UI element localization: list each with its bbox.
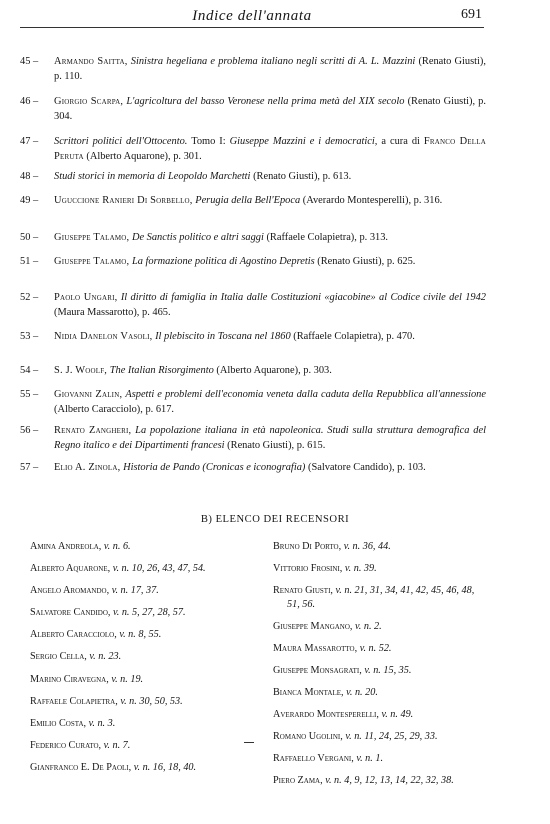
entry-author: Elio A. Zinola, [54,462,121,473]
reviewer-refs: v. n. 10, 26, 43, 47, 54. [112,563,206,575]
reviewer-item [273,642,487,656]
reviewer-refs: v. n. 19. [111,673,144,685]
entry-title: Il plebiscito in Toscana nel 1860 [155,331,291,342]
entry-series-title: Scrittori politici dell'Ottocento. [54,136,188,147]
entry-reviewer: (Alberto Caracciolo), p. 617. [54,403,175,415]
column-separator-mark [244,742,254,743]
reviewer-name: Averardo Montesperelli, [273,709,379,721]
entry-reviewer: (Renato Giusti), p. 625. [317,256,416,267]
entry-reviewer: (Raffaele Colapietra), p. 313. [266,232,389,243]
reviewer-item [273,708,487,722]
entry-title: L'agricoltura del basso Veronese nella prima metà del XIX secolo [126,96,405,107]
entry-title: De Sanctis politico e altri saggi [131,232,264,243]
entry-reviewer: (Salvatore Candido), p. 103. [307,462,426,473]
entry-number: 48 – [20,171,39,182]
reviewer-refs: v. n. 17, 37. [111,585,159,597]
entry-title: La formazione politica di Agostino Depretis [131,256,315,267]
index-entry-49 [20,194,486,209]
reviewer-name: Piero Zama, [273,775,323,787]
entry-author: Paolo Ungari, [54,292,118,303]
reviewer-item [30,650,256,664]
index-entry-45 [20,55,486,84]
reviewer-item [30,584,256,598]
reviewer-refs: v. n. 8, 55. [119,629,162,641]
index-entry-48 [20,170,486,185]
reviewer-refs: v. n. 15, 35. [364,664,412,676]
entry-title: Il diritto di famiglia in Italia dalle Costituzioni «giacobine» al Codice civile del 1942 [120,292,486,303]
entry-author: Uguccione Ranieri Di Sorbello, [54,195,193,206]
entry-author: Renato Zangheri, [54,425,132,436]
reviewer-item [273,730,487,744]
reviewer-item [273,752,487,766]
entry-author: Franco Della Peruta [54,136,486,162]
entry-volume: Tomo I: [191,136,226,147]
reviewer-name: Renato Giusti, [273,585,333,597]
reviewer-item [30,540,256,554]
reviewers-column-left [30,540,256,783]
reviewer-item [30,761,256,775]
reviewer-refs: v. n. 16, 18, 40. [133,761,197,773]
entry-reviewer: (Renato Giusti), p. 615. [227,439,326,451]
reviewer-refs: v. n. 6. [103,541,131,552]
section-heading: B) ELENCO DEI RECENSORI [200,514,350,525]
entry-number: 51 – [20,256,39,267]
reviewer-name: Alberto Aquarone, [30,563,111,575]
reviewer-item [30,606,256,620]
entry-number: 54 – [20,365,39,376]
entry-number: 56 – [20,425,39,436]
reviewer-name: Salvatore Candido, [30,607,111,619]
entry-author: S. J. Woolf, [54,365,108,376]
reviewer-name: Gianfranco E. De Paoli, [30,761,132,773]
index-entry-50 [20,231,486,246]
page-number: 691 [461,7,482,22]
reviewer-item [30,628,256,642]
reviewer-item [273,584,487,611]
entry-author: Giorgio Scarpa, [54,96,124,107]
reviewer-refs: v. n. 11, 24, 25, 29, 33. [345,731,438,743]
entry-number: 53 – [20,331,39,342]
entry-reviewer: (Alberto Aquarone), p. 303. [216,365,332,376]
reviewer-name: Marino Ciravegna, [30,673,109,685]
reviewer-item [273,540,487,554]
index-entry-56 [20,424,486,453]
reviewer-item [30,717,256,731]
entry-reviewer: (Maura Massarotto), p. 465. [54,306,171,318]
reviewer-name: Alberto Caracciolo, [30,629,117,641]
entry-number: 45 – [20,56,39,67]
index-entry-52 [20,291,486,320]
reviewer-name: Giuseppe Monsagrati, [273,664,362,676]
reviewer-refs: v. n. 23. [89,651,122,663]
entry-title: Sinistra hegeliana e problema italiano negli scritti di A. L. Mazzini [130,56,416,67]
entry-reviewer: (Renato Giusti), p. 613. [253,171,352,182]
reviewer-name: Angelo Aromando, [30,585,110,597]
index-entry-51 [20,255,486,270]
entry-number: 57 – [20,462,39,473]
reviewer-name: Bruno Di Porto, [273,541,342,552]
reviewer-refs: v. n. 2. [355,620,382,632]
reviewer-refs: v. n. 21, 31, 34, 41, 42, 45, 46, 48, 51, 56. [287,585,475,610]
reviewer-item [30,739,256,753]
header-rule [20,27,484,28]
entry-author: Giuseppe Talamo, [54,232,130,243]
entry-author: Giovanni Zalin, [54,389,123,400]
index-entry-46 [20,95,486,124]
entry-reviewer: (Averardo Montesperelli), p. 316. [302,195,443,206]
reviewer-name: Romano Ugolini, [273,731,343,743]
reviewer-name: Bianca Montale, [273,687,344,699]
reviewer-refs: v. n. 1. [356,753,383,765]
reviewer-name: Raffaello Vergani, [273,753,354,765]
entry-title: Historia de Pando (Cronicas e iconografia) [123,462,306,473]
entry-author: Nidia Danelon Vasoli, [54,331,153,342]
reviewer-refs: v. n. 5, 27, 28, 57. [112,607,186,619]
index-entry-54 [20,364,486,379]
reviewer-item [30,695,256,709]
reviewer-name: Amina Andreola, [30,541,102,552]
reviewer-item [273,620,487,634]
reviewer-refs: v. n. 7. [103,739,131,751]
reviewer-item [30,673,256,687]
entry-curator-label: a cura di [381,136,420,147]
reviewer-name: Maura Massarotto, [273,642,358,654]
reviewer-refs: v. n. 3. [88,717,116,729]
reviewers-column-right [273,540,487,797]
entry-number: 52 – [20,292,39,303]
reviewer-name: Vittorio Frosini, [273,563,343,575]
reviewer-refs: v. n. 30, 50, 53. [120,695,183,707]
entry-title: Studi storici in memoria di Leopoldo Marchetti [54,171,251,182]
entry-number: 49 – [20,195,39,206]
entry-title: The Italian Risorgimento [109,365,214,376]
reviewer-refs: v. n. 52. [359,642,392,654]
index-entry-55 [20,388,486,417]
reviewer-refs: v. n. 49. [381,709,414,721]
reviewer-name: Federico Curato, [30,739,102,751]
entry-title: Perugia della Bell'Epoca [195,195,301,206]
reviewer-name: Raffaele Colapietra, [30,695,118,707]
reviewer-item [30,562,256,576]
entry-title: Aspetti e problemi dell'economia veneta dalla caduta della Repubblica all'annessione [125,389,486,400]
entry-author: Armando Saitta, [54,56,128,67]
reviewer-item [273,664,487,678]
entry-reviewer: (Renato Giusti), p. 110. [54,56,486,82]
reviewer-name: Emilio Costa, [30,717,87,729]
entry-number: 55 – [20,389,39,400]
reviewer-item [273,686,487,700]
reviewer-refs: v. n. 39. [344,563,377,575]
entry-number: 46 – [20,96,39,107]
entry-reviewer: (Raffaele Colapietra), p. 470. [293,331,415,342]
index-entry-53 [20,330,486,345]
reviewer-item [273,774,487,788]
entry-title: Giuseppe Mazzini e i democratici, [229,136,378,147]
reviewer-name: Giuseppe Mangano, [273,620,353,632]
entry-author: Giuseppe Talamo, [54,256,130,267]
entry-number: 50 – [20,232,39,243]
reviewer-item [273,562,487,576]
index-entry-57 [20,461,486,476]
reviewer-name: Sergio Cella, [30,651,87,663]
entry-reviewer: (Renato Giusti), p. 304. [54,96,486,122]
reviewer-refs: v. n. 20. [346,687,378,699]
running-header [20,4,484,28]
index-entry-47 [20,135,486,164]
entry-reviewer: (Alberto Aquarone), p. 301. [86,150,202,162]
entry-title: La popolazione italiana in età napoleonica. Studi sulla struttura demografica del Regno italico e dei Dipartimenti francesi [54,425,486,451]
page-title: Indice dell'annata [192,8,312,24]
reviewer-refs: v. n. 4, 9, 12, 13, 14, 22, 32, 38. [325,775,454,787]
reviewer-refs: v. n. 36, 44. [343,541,391,552]
entry-number: 47 – [20,136,39,147]
